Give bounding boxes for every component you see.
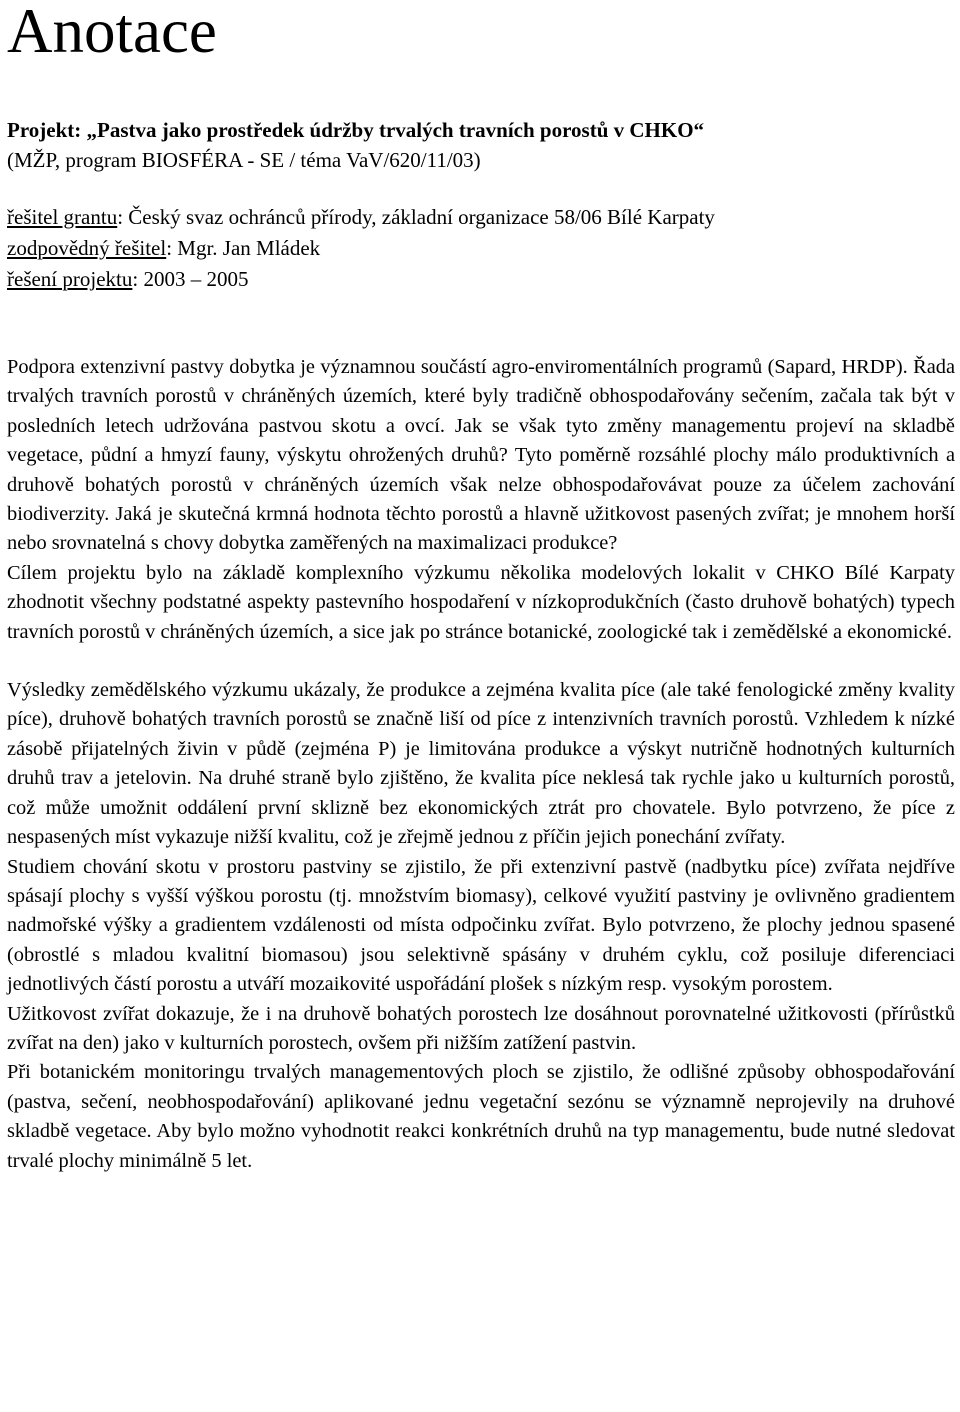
meta-responsible-value: : Mgr. Jan Mládek <box>166 236 321 260</box>
project-name: „Pastva jako prostředek údržby trvalých travních porostů v CHKO“ <box>86 118 705 142</box>
paragraph-behaviour: Studiem chování skotu v prostoru pastviny se zjistilo, že při extenzivní pastvě (nadbytku píce) zvířata nejdříve spásají plochy s vyšší výškou porostu (tj. množstvím biomasy), celkové využití pastviny je ovlivněno gradientem nadmořské výšky a gradientem vzdálenosti od místa odpočinku zvířat. Bylo potvrzeno, že plochy jednou spasené (obrostlé s mladou kvalitní biomasou) jsou selektivně spásány v druhém cyklu, což posiluje diferenciaci jednotlivých částí porostu a utváří mozaikovité uspořádání plošek s nízkým resp. vysokým porostem. <box>7 855 955 996</box>
meta-grant <box>7 202 955 233</box>
meta-period <box>7 264 955 295</box>
paragraph-results: Výsledky zemědělského výzkumu ukázaly, že produkce a zejména kvalita píce (ale také fenologické změny kvality píce), druhově bohatých travních porostů se značně liší od píce z intenzivních travních porostů. Vzhledem k nízké zásobě přijatelných živin v půdě (zejména P) je limitována produkce a výskyt nutričně hodnotných kulturních druhů trav a jetelovin. Na druhé straně bylo zjištěno, že kvalita píce neklesá tak rychle jako u kulturních porostů, což může umožnit oddálení první sklizně bez ekonomických ztrát pro chovatele. Bylo potvrzeno, že píce z nespasených míst vykazuje nižší kvalitu, což je zřejmě jednou z příčin jejich ponechání zvířaty. <box>7 679 955 849</box>
page-title: Anotace <box>7 0 217 66</box>
project-program: (MŽP, program BIOSFÉRA - SE / téma VaV/620/11/03) <box>7 148 481 172</box>
meta-grant-value: : Český svaz ochránců přírody, základní organizace 58/06 Bílé Karpaty <box>117 205 715 229</box>
paragraph-goal: Cílem projektu bylo na základě komplexního výzkumu několika modelových lokalit v CHKO Bílé Karpaty zhodnotit všechny podstatné aspekty pastevního hospodaření v nízkoprodukčních (často druhově bohatých) typech travních porostů v chráněných územích, a sice jak po stránce botanické, zoologické tak i zemědělské a ekonomické. <box>7 561 955 643</box>
meta-responsible-label: zodpovědný řešitel <box>7 236 167 260</box>
project-header <box>7 115 955 175</box>
meta-period-label: řešení projektu <box>7 267 133 291</box>
paragraph-support: Podpora extenzivní pastvy dobytka je významnou součástí agro-enviromentálních programů (Sapard, HRDP). Řada trvalých travních porostů v chráněných územích, které byly tradičně obhospodařovány sečením, začala tak být v posledních letech udržována pastvou skotu a ovcí. Jak se však tyto změny managementu projeví na skladbě vegetace, půdní a hmyzí fauny, výskytu ohrožených druhů? Tyto poměrně rozsáhlé plochy málo produktivních a druhově bohatých porostů v chráněných územích však nelze obhospodařovávat pouze za účelem zachování biodiverzity. Jaká je skutečná krmná hodnota těchto porostů a hlavně užitkovost pasených zvířat; je mnohem horší nebo srovnatelná s chovy dobytka zaměřených na maximalizaci produkce? <box>7 356 955 555</box>
meta-responsible <box>7 233 955 264</box>
paragraph-productivity: Užitkovost zvířat dokazuje, že i na druhově bohatých porostech lze dosáhnout porovnatelné užitkovosti (přírůstků zvířat na den) jako v kulturních porostech, ovšem při nižším zatížení pastvin. <box>7 1002 955 1054</box>
project-prefix: Projekt: <box>7 118 87 142</box>
meta-period-value: : 2003 – 2005 <box>132 267 249 291</box>
paragraph-botanical: Při botanickém monitoringu trvalých managementových ploch se zjistilo, že odlišné způsoby obhospodařování (pastva, sečení, neobhospodařování) aplikované jednu vegetační sezónu se významně neprojevily na druhové skladbě vegetace. Aby bylo možno vyhodnotit reakci konkrétních druhů na typ managementu, bude nutné sledovat trvalé plochy minimálně 5 let. <box>7 1061 955 1172</box>
annotation-body <box>7 353 955 1176</box>
document-page <box>7 0 955 1176</box>
meta-grant-label: řešitel grantu <box>7 205 118 229</box>
project-title-line <box>7 115 955 145</box>
project-meta <box>7 202 955 295</box>
